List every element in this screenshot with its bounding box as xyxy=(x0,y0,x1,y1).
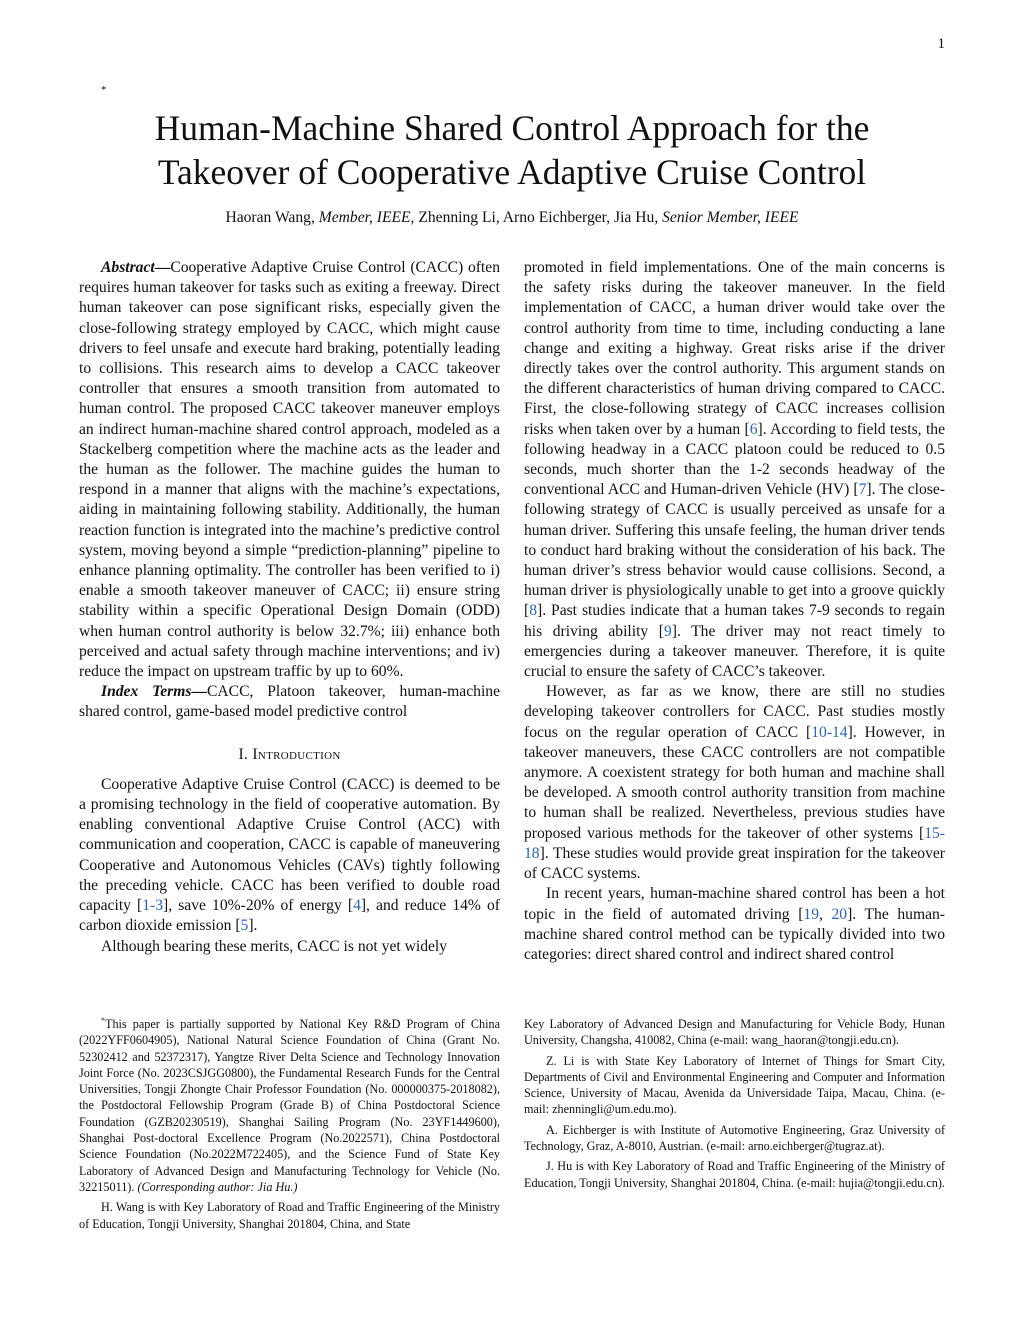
text-run: ]. These studies would provide great inspiration for the takeover of CACC systems. xyxy=(524,844,945,883)
left-column xyxy=(79,258,500,957)
author-1-role: Member, IEEE xyxy=(318,209,411,226)
text-run: ]. The close-following strategy of CACC is usually perceived as unsafe for a human driver. Suffering this unsafe feeling, the human driver tends to conduct hard braking without the consideration of his back. The human driver’s stress behavior would cause collisions. Second, a human driver is physiologically unable to get into a groove quickly [ xyxy=(524,481,945,620)
text-run: ]. xyxy=(248,917,258,935)
paper-title xyxy=(0,106,1024,194)
affiliation-zli: Z. Li is with State Key Laboratory of Internet of Things for Smart City, Departments of Civil and Environmental Engineering and Computer and Information Science, University of Macau, Avenida da Universidade Taipa, Macau, China. (e-mail: zhenningli@um.edu.mo). xyxy=(524,1053,945,1117)
abstract-label: Abstract xyxy=(101,259,155,276)
funding-marker: * xyxy=(101,1015,105,1025)
text-run: ], and reduce 14% of carbon dioxide emission [ xyxy=(79,897,501,935)
text-run: However, as far as we know, there are still no studies developing takeover controllers for CACC. Past studies mostly focus on the regular operation of CACC [ xyxy=(524,683,945,741)
corresponding-author: (Corresponding author: Jia Hu.) xyxy=(137,1179,298,1194)
affiliation-aeichberger: A. Eichberger is with Institute of Automotive Engineering, Graz University of Technology, Graz, A-8010, Austrian. (e-mail: arno.eichberger@tugraz.at). xyxy=(524,1122,945,1154)
citation-link[interactable]: 20 xyxy=(831,905,848,923)
citation-link[interactable]: 6 xyxy=(749,420,758,438)
affiliation-hwang: H. Wang is with Key Laboratory of Road and Traffic Engineering of the Ministry of Education, Tongji University, Shanghai 201804, China, and State xyxy=(79,1200,500,1231)
abstract xyxy=(79,258,500,682)
index-terms-text: CACC, Platoon takeover, human-machine shared control, game-based model predictive control xyxy=(79,683,500,721)
funding-text: This paper is partially supported by National Key R&D Program of China (2022YFF0604905), National Natural Science Foundation of China (Grant No. 52302412 and 52372317), Yangtze River Delta Science and Technology Innovation Joint Force (No. 2023CSJGG0800), the Fundamental Research Funds for the Central Universities, Tongji Zhongte Chair Professor Foundation (No. 000000375-2018082), the Postdoctoral Fellowship Program (Grade B) of China Postdoctoral Science Foundation (GZB20230519), Shanghai Sailing Program (No. 23YF1449600), Shanghai Post-doctoral Excellence Program (No.2022571), China Postdoctoral Science Foundation (No.2022M722405), and the Science Fund of State Key Laboratory of Advanced Design and Manufacturing Technology for Vehicle (No. 32215011). xyxy=(79,1017,500,1194)
text-run: In recent years, human-machine shared control has been a hot topic in the field of automated driving [ xyxy=(524,885,945,923)
abstract-dash: — xyxy=(154,259,171,276)
title-footnote-marker: * xyxy=(101,84,107,96)
affiliation-jhu: J. Hu is with Key Laboratory of Road and Traffic Engineering of the Ministry of Education, Tongji University, Shanghai 201804, China. (e-mail: hujia@tongji.edu.cn). xyxy=(524,1159,945,1190)
section-heading-introduction: I. Introduction xyxy=(238,745,341,763)
text-run: Cooperative Adaptive Cruise Control (CACC) is deemed to be a promising technology in the field of cooperative automation. By enabling conventional Adaptive Cruise Control (ACC) with communication and cooperation, CACC is capable of maneuvering Cooperative and Autonomous Vehicles (CAVs) tightly following the preceding vehicle. CACC has been verified to double road capacity [ xyxy=(79,775,500,915)
abstract-text: Cooperative Adaptive Cruise Control (CACC) often requires human takeover for tasks such as exiting a freeway. Direct human takeover can pose significant risks, especially given the close-following strategy employed by CACC, which might cause drivers to feel unsafe and execute hard braking, potentially leading to collisions. This research aims to develop a CACC takeover controller that ensures a smooth transition from automated to human control. The proposed CACC takeover maneuver employs an indirect human-machine shared control approach, modeled as a Stackelberg competition where the machine acts as the leader and the human as the follower. The machine guides the human to respond in a manner that aligns with the machine’s expectations, aiding in maintaining following stability. Additionally, the human reaction function is integrated into the machine’s predictive control system, moving beyond a simple “prediction-planning” pipeline to enhance planning optimality. The controller has been verified to i) enable a smooth takeover maneuver of CACC; ii) ensure string stability within a specific Operational Design Domain (ODD) when human control authority is below 32.7%; iii) enhance both perceived and actual safety through machine interventions; and iv) reduce the impact on upstream traffic by up to 60%. xyxy=(79,259,500,681)
affiliation-hwang-cont: Key Laboratory of Advanced Design and Manufacturing for Vehicle Body, Hunan University, Changsha, 410082, China (e-mail: wang_haoran@tongji.edu.cn). xyxy=(524,1017,945,1048)
citation-link[interactable]: 5 xyxy=(240,917,249,935)
right-column xyxy=(524,258,945,965)
title-line-1: Human-Machine Shared Control Approach for the xyxy=(154,108,870,148)
funding-footnote xyxy=(79,1016,500,1195)
citation-link[interactable]: 8 xyxy=(529,602,537,620)
citation-link[interactable]: 7 xyxy=(858,481,867,499)
index-terms xyxy=(79,682,500,722)
citation-link[interactable]: 19 xyxy=(803,905,819,923)
citation-link[interactable]: 9 xyxy=(663,622,672,640)
author-middle: , Zhenning Li, Arno Eichberger, Jia Hu, xyxy=(410,209,663,226)
intro-paragraph-4 xyxy=(524,884,945,965)
intro-paragraph-2-cont xyxy=(524,258,945,682)
text-run: ]. However, in takeover maneuvers, these CACC controllers are not compatible anymore. A coexistent strategy for both human and machine shall be developed. A smooth control authority transition from machine to human shall be realized. Nevertheless, previous studies have proposed various methods for the takeover of other systems [ xyxy=(524,723,945,842)
intro-paragraph-3 xyxy=(524,682,945,884)
text-run: ]. Past studies indicate that a human takes 7-9 seconds to regain his driving ability [ xyxy=(524,602,945,640)
text-run: promoted in field implementations. One of the main concerns is the safety risks during the takeover maneuver. In the field implementation of CACC, a human driver would take over the control authority from time to time, including conducting a lane change and exiting a highway. Great risks arise if the driver directly takes over the control authority. This argument stands on the different characteristics of human driving compared to CACC. First, the close-following strategy of CACC increases collision risks when taken over by a human [ xyxy=(524,259,945,438)
footnotes-left xyxy=(79,1016,500,1236)
citation-link[interactable]: 1-3 xyxy=(142,897,164,915)
index-terms-dash: — xyxy=(191,683,207,701)
index-terms-label: Index Terms xyxy=(101,683,192,701)
author-1: Haoran Wang, xyxy=(225,209,319,226)
text-run: ]. The human-machine shared control method can be typically divided into two categories: direct shared control and indirect shared control xyxy=(524,905,946,963)
footnotes-right xyxy=(524,1016,945,1195)
author-last-role: Senior Member, IEEE xyxy=(662,209,799,226)
author-list xyxy=(0,209,1024,227)
title-line-2: Takeover of Cooperative Adaptive Cruise Control xyxy=(157,152,867,192)
text-run: ]. The driver may not react timely to emergencies during a takeover maneuver. Therefore, it is quite crucial to ensure the safety of CACC’s takeover. xyxy=(524,622,945,681)
intro-paragraph-1 xyxy=(79,775,500,937)
citation-link[interactable]: 4 xyxy=(353,897,361,915)
text-run: ]. According to field tests, the following headway in a CACC platoon could be reduced to 0.5 seconds, much shorter than the 1-2 seconds headway of the conventional ACC and Human-driven Vehicle (HV) [ xyxy=(524,420,945,499)
text-run: , xyxy=(818,905,832,923)
intro-paragraph-2-start: Although bearing these merits, CACC is not yet widely xyxy=(101,937,448,955)
text-run: ], save 10%-20% of energy [ xyxy=(163,897,354,915)
citation-link[interactable]: 15-18 xyxy=(524,824,945,862)
page-number: 1 xyxy=(937,36,945,52)
citation-link[interactable]: 10-14 xyxy=(811,723,848,741)
